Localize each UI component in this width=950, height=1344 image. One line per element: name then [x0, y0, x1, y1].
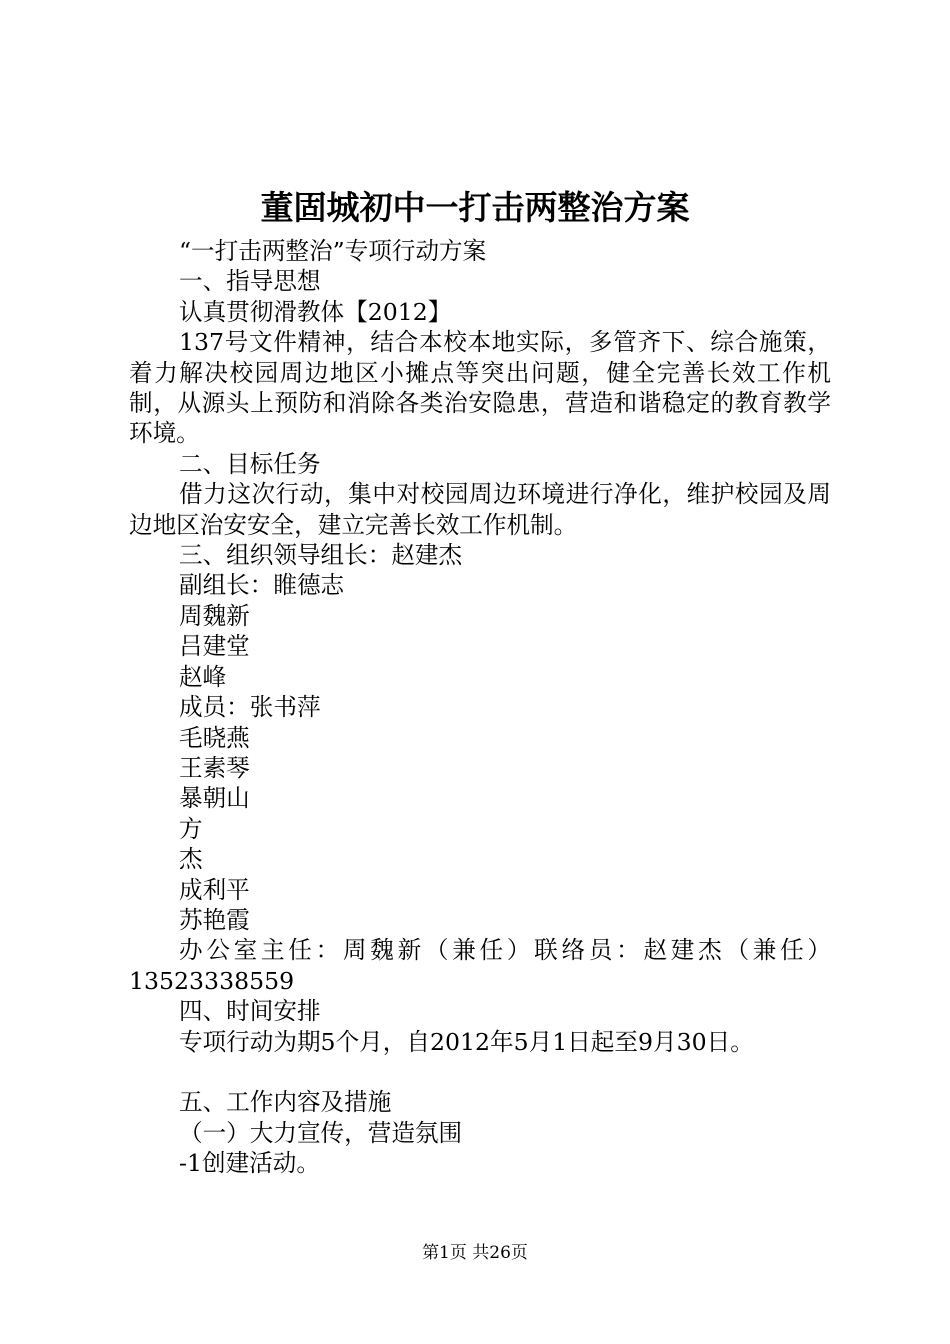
- list-item: 成员：张书萍: [179, 693, 321, 722]
- list-item: 杰: [179, 845, 203, 874]
- heading-guiding-ideology: 一、指导思想: [179, 267, 321, 296]
- paragraph: 借力这次行动，集中对校园周边环境进行净化，维护校园及周边地区治安安全，建立完善长效工作机制。: [129, 480, 831, 539]
- paragraph: 专项行动为期5个月，自2012年5月1日起至9月30日。: [179, 1027, 754, 1056]
- subheading: （一）大力宣传，营造氛围: [179, 1118, 463, 1147]
- list-item: 赵峰: [179, 662, 227, 691]
- list-item: 毛晓燕: [179, 723, 250, 752]
- heading-organization: 三、组织领导组长：赵建杰: [179, 541, 463, 570]
- document-body: [129, 236, 831, 1179]
- list-item: 吕建堂: [179, 632, 250, 661]
- list-item: 周魏新: [179, 601, 250, 630]
- paragraph-office: 办公室主任：周魏新（兼任）联络员：赵建杰（兼任）13523338559: [129, 936, 831, 995]
- list-item: 苏艳霞: [179, 905, 250, 934]
- list-item: 暴朝山: [179, 784, 250, 813]
- blank-line: [129, 1057, 831, 1087]
- list-item: 方: [179, 814, 203, 843]
- list-item: 王素琴: [179, 753, 250, 782]
- list-item: 成利平: [179, 875, 250, 904]
- heading-goals: 二、目标任务: [179, 449, 321, 478]
- list-item: 副组长：睢德志: [179, 571, 345, 600]
- heading-work-content: 五、工作内容及措施: [179, 1088, 392, 1117]
- page-footer: 第1页 共26页: [422, 1243, 528, 1263]
- heading-schedule: 四、时间安排: [179, 997, 321, 1026]
- paragraph-subtitle: “一打击两整治”专项行动方案: [179, 237, 487, 265]
- paragraph: 137号文件精神，结合本校本地实际，多管齐下、综合施策，着力解决校园周边地区小摊点等突出问题，健全完善长效工作机制，从源头上预防和消除各类治安隐患，营造和谐稳定的教育教学环境。: [129, 328, 831, 448]
- paragraph: -1创建活动。: [179, 1149, 320, 1178]
- document-title: 董固城初中一打击两整治方案: [260, 188, 690, 227]
- paragraph: 认真贯彻滑教体【2012】: [179, 297, 452, 326]
